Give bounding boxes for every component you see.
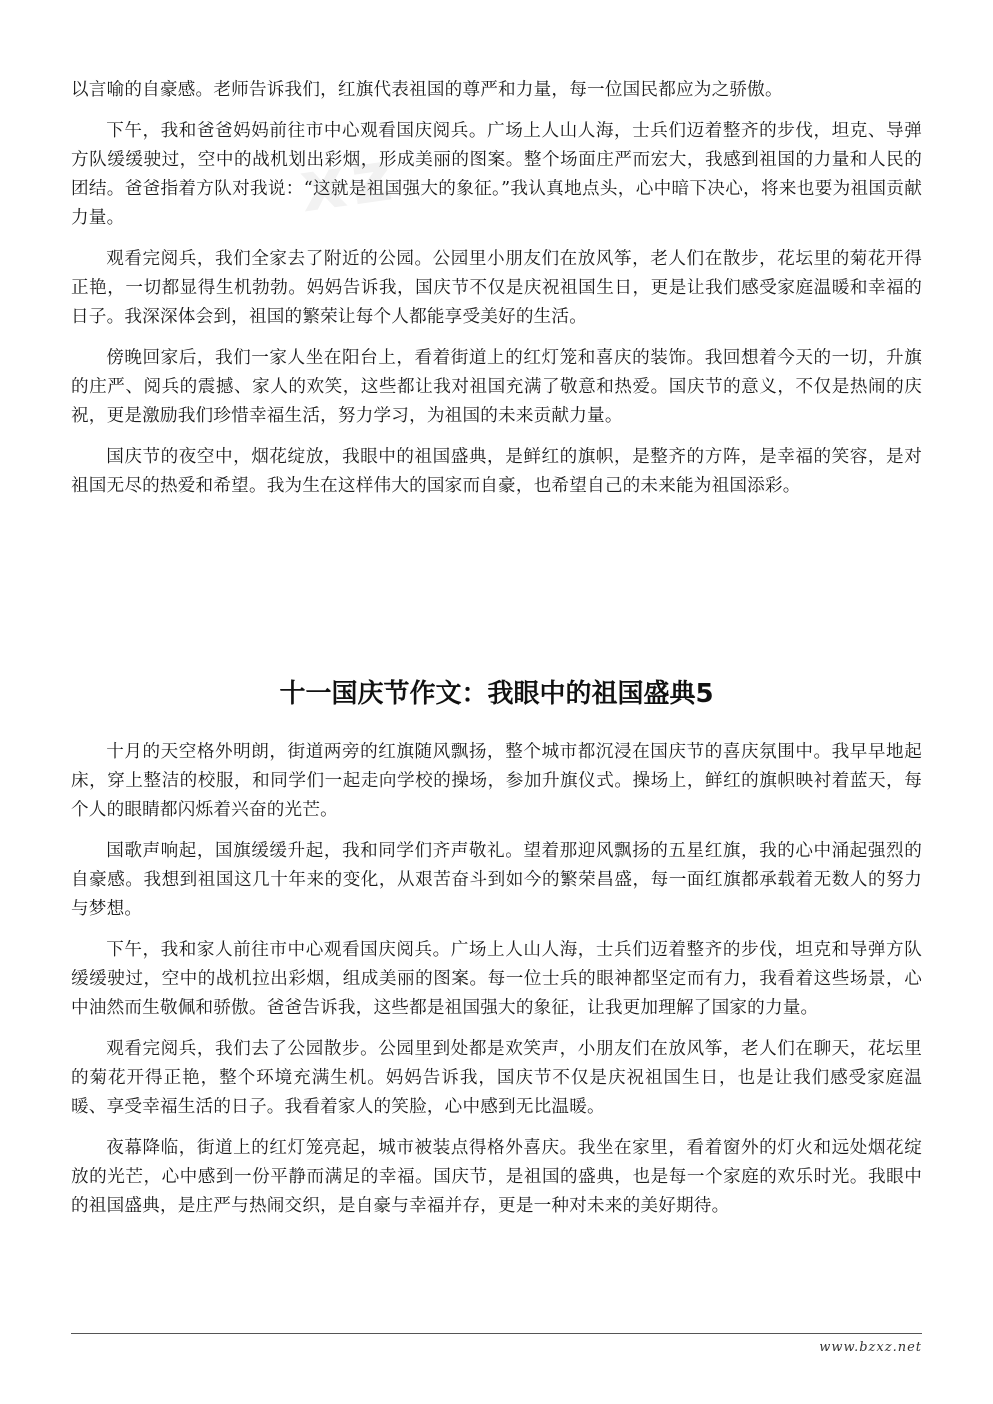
paragraph: 夜幕降临，街道上的红灯笼亮起，城市被装点得格外喜庆。我坐在家里，看着窗外的灯火和远处烟花绽放的光芒，心中感到一份平静而满足的幸福。国庆节，是祖国的盛典，也是每一个家庭的欢乐时光。我眼中的祖国盛典，是庄严与热闹交织，是自豪与幸福并存，更是一种对未来的美好期待。 [71, 1138, 922, 1216]
paragraph: 十月的天空格外明朗，街道两旁的红旗随风飘扬，整个城市都沉浸在国庆节的喜庆氛围中。我早早地起床，穿上整洁的校服，和同学们一起走向学校的操场，参加升旗仪式。操场上，鲜红的旗帜映衬着蓝天，每个人的眼睛都闪烁着兴奋的光芒。 [71, 742, 922, 820]
paragraph: 傍晚回家后，我们一家人坐在阳台上，看着街道上的红灯笼和喜庆的装饰。我回想着今天的一切，升旗的庄严、阅兵的震撼、家人的欢笑，这些都让我对祖国充满了敬意和热爱。国庆节的意义，不仅是热闹的庆祝，更是激励我们珍惜幸福生活，努力学习，为祖国的未来贡献力量。 [71, 348, 922, 426]
footer-divider [71, 1333, 922, 1334]
section-1-body [71, 76, 922, 501]
paragraph: 国庆节的夜空中，烟花绽放，我眼中的祖国盛典，是鲜红的旗帜，是整齐的方阵，是幸福的笑容，是对祖国无尽的热爱和希望。我为生在这样伟大的国家而自豪，也希望自己的未来能为祖国添彩。 [71, 447, 922, 496]
paragraph: 国歌声响起，国旗缓缓升起，我和同学们齐声敬礼。望着那迎风飘扬的五星红旗，我的心中涌起强烈的自豪感。我想到祖国这几十年来的变化，从艰苦奋斗到如今的繁荣昌盛，每一面红旗都承载着无数人的努力与梦想。 [71, 841, 922, 919]
paragraph: 观看完阅兵，我们全家去了附近的公园。公园里小朋友们在放风筝，老人们在散步，花坛里的菊花开得正艳，一切都显得生机勃勃。妈妈告诉我，国庆节不仅是庆祝祖国生日，更是让我们感受家庭温暖和幸福的日子。我深深体会到，祖国的繁荣让每个人都能享受美好的生活。 [71, 249, 922, 327]
paragraph: 下午，我和家人前往市中心观看国庆阅兵。广场上人山人海，士兵们迈着整齐的步伐，坦克和导弹方队缓缓驶过，空中的战机拉出彩烟，组成美丽的图案。每一位士兵的眼神都坚定而有力，我看着这些场景，心中油然而生敬佩和骄傲。爸爸告诉我，这些都是祖国强大的象征，让我更加理解了国家的力量。 [71, 940, 922, 1018]
paragraph: 以言喻的自豪感。老师告诉我们，红旗代表祖国的尊严和力量，每一位国民都应为之骄傲。 [71, 80, 783, 100]
paragraph: 观看完阅兵，我们去了公园散步。公园里到处都是欢笑声，小朋友们在放风筝，老人们在聊天，花坛里的菊花开得正艳，整个环境充满生机。妈妈告诉我，国庆节不仅是庆祝祖国生日，也是让我们感受家庭温暖、享受幸福生活的日子。我看着家人的笑脸，心中感到无比温暖。 [71, 1039, 922, 1117]
section-2-body [71, 738, 922, 1221]
watermark: xz [294, 133, 404, 229]
essay-title: 十一国庆节作文：我眼中的祖国盛典5 [279, 679, 714, 709]
footer-site-url: www.bzxz.net [819, 1340, 922, 1355]
paragraph: 下午，我和爸爸妈妈前往市中心观看国庆阅兵。广场上人山人海，士兵们迈着整齐的步伐，坦克、导弹方队缓缓驶过，空中的战机划出彩烟，形成美丽的图案。整个场面庄严而宏大，我感到祖国的力量和人民的团结。爸爸指着方队对我说：“这就是祖国强大的象征。”我认真地点头，心中暗下决心，将来也要为祖国贡献力量。 [71, 121, 922, 228]
